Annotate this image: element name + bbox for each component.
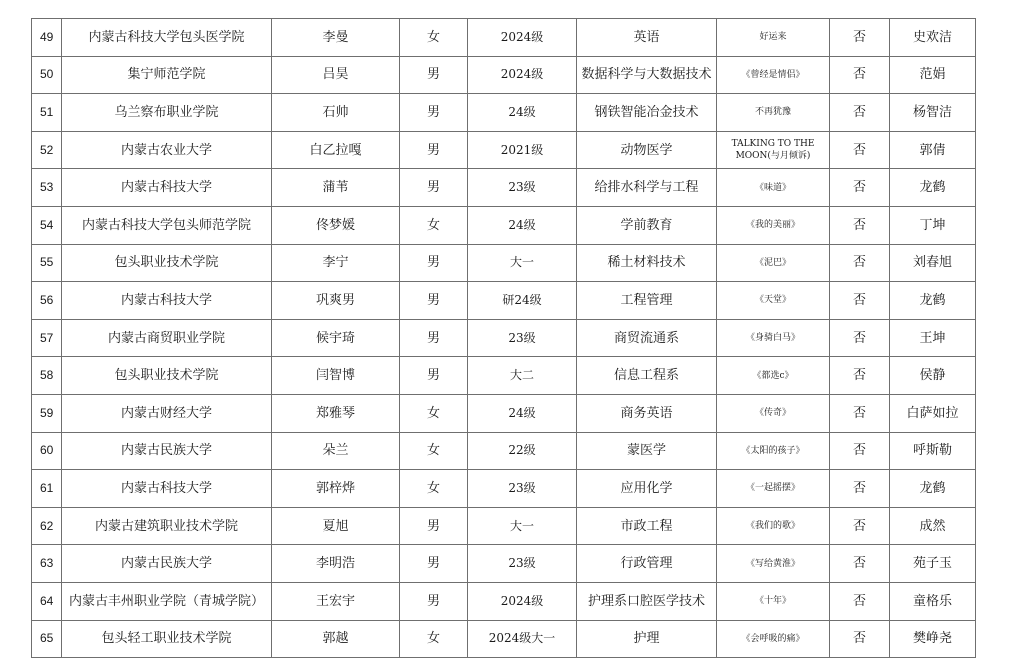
song-cell: 不再犹豫 (717, 94, 830, 132)
grade-cell: 2024级 (468, 56, 577, 94)
roster-body (32, 19, 976, 658)
school-cell: 包头轻工职业技术学院 (62, 620, 272, 658)
grade-cell: 24级 (468, 206, 577, 244)
song-cell: 《太阳的孩子》 (717, 432, 830, 470)
flag-cell: 否 (830, 282, 890, 320)
row-number: 55 (32, 244, 62, 282)
gender-cell: 男 (400, 282, 468, 320)
major-cell: 动物医学 (577, 131, 717, 169)
major-cell: 钢铁智能冶金技术 (577, 94, 717, 132)
row-number: 54 (32, 206, 62, 244)
gender-cell: 女 (400, 432, 468, 470)
school-cell: 内蒙古农业大学 (62, 131, 272, 169)
grade-cell: 23级 (468, 319, 577, 357)
major-cell: 蒙医学 (577, 432, 717, 470)
song-cell: 《一起摇摆》 (717, 470, 830, 508)
school-cell: 内蒙古科技大学 (62, 169, 272, 207)
song-cell: 《会呼吸的痛》 (717, 620, 830, 658)
song-cell: 好运来 (717, 19, 830, 57)
teacher-cell: 呼斯勒 (890, 432, 976, 470)
teacher-cell: 郭倩 (890, 131, 976, 169)
gender-cell: 女 (400, 19, 468, 57)
teacher-cell: 龙鹤 (890, 470, 976, 508)
row-number: 65 (32, 620, 62, 658)
student-name-cell: 候宇琦 (272, 319, 400, 357)
flag-cell: 否 (830, 432, 890, 470)
table-row (32, 56, 976, 94)
student-name-cell: 巩爽男 (272, 282, 400, 320)
teacher-cell: 龙鹤 (890, 282, 976, 320)
grade-cell: 23级 (468, 470, 577, 508)
grade-cell: 研24级 (468, 282, 577, 320)
school-cell: 包头职业技术学院 (62, 357, 272, 395)
school-cell: 内蒙古丰州职业学院（青城学院） (62, 582, 272, 620)
row-number: 59 (32, 394, 62, 432)
row-number: 60 (32, 432, 62, 470)
flag-cell: 否 (830, 394, 890, 432)
teacher-cell: 丁坤 (890, 206, 976, 244)
flag-cell: 否 (830, 507, 890, 545)
flag-cell: 否 (830, 131, 890, 169)
student-name-cell: 李宁 (272, 244, 400, 282)
flag-cell: 否 (830, 244, 890, 282)
song-cell: 《写给黄淮》 (717, 545, 830, 583)
major-cell: 护理 (577, 620, 717, 658)
student-name-cell: 夏旭 (272, 507, 400, 545)
table-row (32, 206, 976, 244)
teacher-cell: 杨智洁 (890, 94, 976, 132)
school-cell: 集宁师范学院 (62, 56, 272, 94)
gender-cell: 男 (400, 319, 468, 357)
grade-cell: 2024级 (468, 582, 577, 620)
school-cell: 内蒙古民族大学 (62, 545, 272, 583)
major-cell: 给排水科学与工程 (577, 169, 717, 207)
student-roster-table (31, 18, 976, 658)
major-cell: 稀土材料技术 (577, 244, 717, 282)
student-name-cell: 李曼 (272, 19, 400, 57)
school-cell: 内蒙古科技大学 (62, 282, 272, 320)
teacher-cell: 侯静 (890, 357, 976, 395)
row-number: 53 (32, 169, 62, 207)
row-number: 58 (32, 357, 62, 395)
school-cell: 内蒙古科技大学 (62, 470, 272, 508)
table-row (32, 282, 976, 320)
row-number: 63 (32, 545, 62, 583)
song-cell: 《我们的歌》 (717, 507, 830, 545)
flag-cell: 否 (830, 582, 890, 620)
song-cell: 《我的美丽》 (717, 206, 830, 244)
grade-cell: 大一 (468, 507, 577, 545)
teacher-cell: 刘春旭 (890, 244, 976, 282)
table-row (32, 19, 976, 57)
teacher-cell: 史欢洁 (890, 19, 976, 57)
grade-cell: 大一 (468, 244, 577, 282)
flag-cell: 否 (830, 94, 890, 132)
major-cell: 行政管理 (577, 545, 717, 583)
school-cell: 内蒙古建筑职业技术学院 (62, 507, 272, 545)
teacher-cell: 范娟 (890, 56, 976, 94)
student-name-cell: 佟梦媛 (272, 206, 400, 244)
major-cell: 应用化学 (577, 470, 717, 508)
row-number: 50 (32, 56, 62, 94)
student-name-cell: 吕昊 (272, 56, 400, 94)
row-number: 49 (32, 19, 62, 57)
flag-cell: 否 (830, 169, 890, 207)
gender-cell: 男 (400, 507, 468, 545)
table-row (32, 432, 976, 470)
student-name-cell: 郑雅琴 (272, 394, 400, 432)
song-cell: TALKING TO THE MOON(与月倾诉) (717, 131, 830, 169)
major-cell: 学前教育 (577, 206, 717, 244)
grade-cell: 大二 (468, 357, 577, 395)
grade-cell: 23级 (468, 545, 577, 583)
major-cell: 信息工程系 (577, 357, 717, 395)
table-row (32, 94, 976, 132)
grade-cell: 22级 (468, 432, 577, 470)
table-row (32, 470, 976, 508)
grade-cell: 2024级 (468, 19, 577, 57)
teacher-cell: 成然 (890, 507, 976, 545)
student-name-cell: 李明浩 (272, 545, 400, 583)
teacher-cell: 王坤 (890, 319, 976, 357)
gender-cell: 男 (400, 357, 468, 395)
flag-cell: 否 (830, 470, 890, 508)
flag-cell: 否 (830, 545, 890, 583)
student-name-cell: 郭梓烨 (272, 470, 400, 508)
school-cell: 内蒙古民族大学 (62, 432, 272, 470)
major-cell: 商务英语 (577, 394, 717, 432)
teacher-cell: 童格乐 (890, 582, 976, 620)
flag-cell: 否 (830, 319, 890, 357)
table-row (32, 131, 976, 169)
teacher-cell: 白萨如拉 (890, 394, 976, 432)
grade-cell: 24级 (468, 394, 577, 432)
school-cell: 内蒙古科技大学包头医学院 (62, 19, 272, 57)
major-cell: 护理系口腔医学技术 (577, 582, 717, 620)
table-row (32, 394, 976, 432)
song-cell: 《天堂》 (717, 282, 830, 320)
row-number: 52 (32, 131, 62, 169)
gender-cell: 男 (400, 582, 468, 620)
teacher-cell: 苑子玉 (890, 545, 976, 583)
gender-cell: 男 (400, 244, 468, 282)
flag-cell: 否 (830, 357, 890, 395)
gender-cell: 男 (400, 131, 468, 169)
table-row (32, 169, 976, 207)
student-name-cell: 王宏宇 (272, 582, 400, 620)
flag-cell: 否 (830, 56, 890, 94)
song-cell: 《泥巴》 (717, 244, 830, 282)
row-number: 51 (32, 94, 62, 132)
table-row (32, 244, 976, 282)
song-cell: 《都选c》 (717, 357, 830, 395)
row-number: 57 (32, 319, 62, 357)
teacher-cell: 龙鹤 (890, 169, 976, 207)
grade-cell: 2024级大一 (468, 620, 577, 658)
row-number: 61 (32, 470, 62, 508)
student-name-cell: 郭越 (272, 620, 400, 658)
major-cell: 市政工程 (577, 507, 717, 545)
gender-cell: 女 (400, 470, 468, 508)
table-row (32, 582, 976, 620)
school-cell: 内蒙古财经大学 (62, 394, 272, 432)
flag-cell: 否 (830, 206, 890, 244)
gender-cell: 男 (400, 169, 468, 207)
song-cell: 《曾经是情侣》 (717, 56, 830, 94)
song-cell: 《味道》 (717, 169, 830, 207)
gender-cell: 男 (400, 56, 468, 94)
major-cell: 英语 (577, 19, 717, 57)
student-name-cell: 石帅 (272, 94, 400, 132)
flag-cell: 否 (830, 620, 890, 658)
row-number: 56 (32, 282, 62, 320)
row-number: 64 (32, 582, 62, 620)
school-cell: 内蒙古商贸职业学院 (62, 319, 272, 357)
student-name-cell: 白乙拉嘎 (272, 131, 400, 169)
table-row (32, 620, 976, 658)
table-row (32, 319, 976, 357)
grade-cell: 2021级 (468, 131, 577, 169)
grade-cell: 24级 (468, 94, 577, 132)
gender-cell: 女 (400, 620, 468, 658)
teacher-cell: 樊峥尧 (890, 620, 976, 658)
student-name-cell: 蒲苇 (272, 169, 400, 207)
gender-cell: 男 (400, 545, 468, 583)
song-cell: 《身骑白马》 (717, 319, 830, 357)
school-cell: 内蒙古科技大学包头师范学院 (62, 206, 272, 244)
table-row (32, 545, 976, 583)
major-cell: 工程管理 (577, 282, 717, 320)
grade-cell: 23级 (468, 169, 577, 207)
major-cell: 商贸流通系 (577, 319, 717, 357)
table-row (32, 357, 976, 395)
table-row (32, 507, 976, 545)
song-cell: 《十年》 (717, 582, 830, 620)
student-name-cell: 闫智博 (272, 357, 400, 395)
gender-cell: 女 (400, 206, 468, 244)
student-name-cell: 朵兰 (272, 432, 400, 470)
song-cell: 《传奇》 (717, 394, 830, 432)
gender-cell: 女 (400, 394, 468, 432)
flag-cell: 否 (830, 19, 890, 57)
major-cell: 数据科学与大数据技术 (577, 56, 717, 94)
gender-cell: 男 (400, 94, 468, 132)
row-number: 62 (32, 507, 62, 545)
school-cell: 乌兰察布职业学院 (62, 94, 272, 132)
school-cell: 包头职业技术学院 (62, 244, 272, 282)
